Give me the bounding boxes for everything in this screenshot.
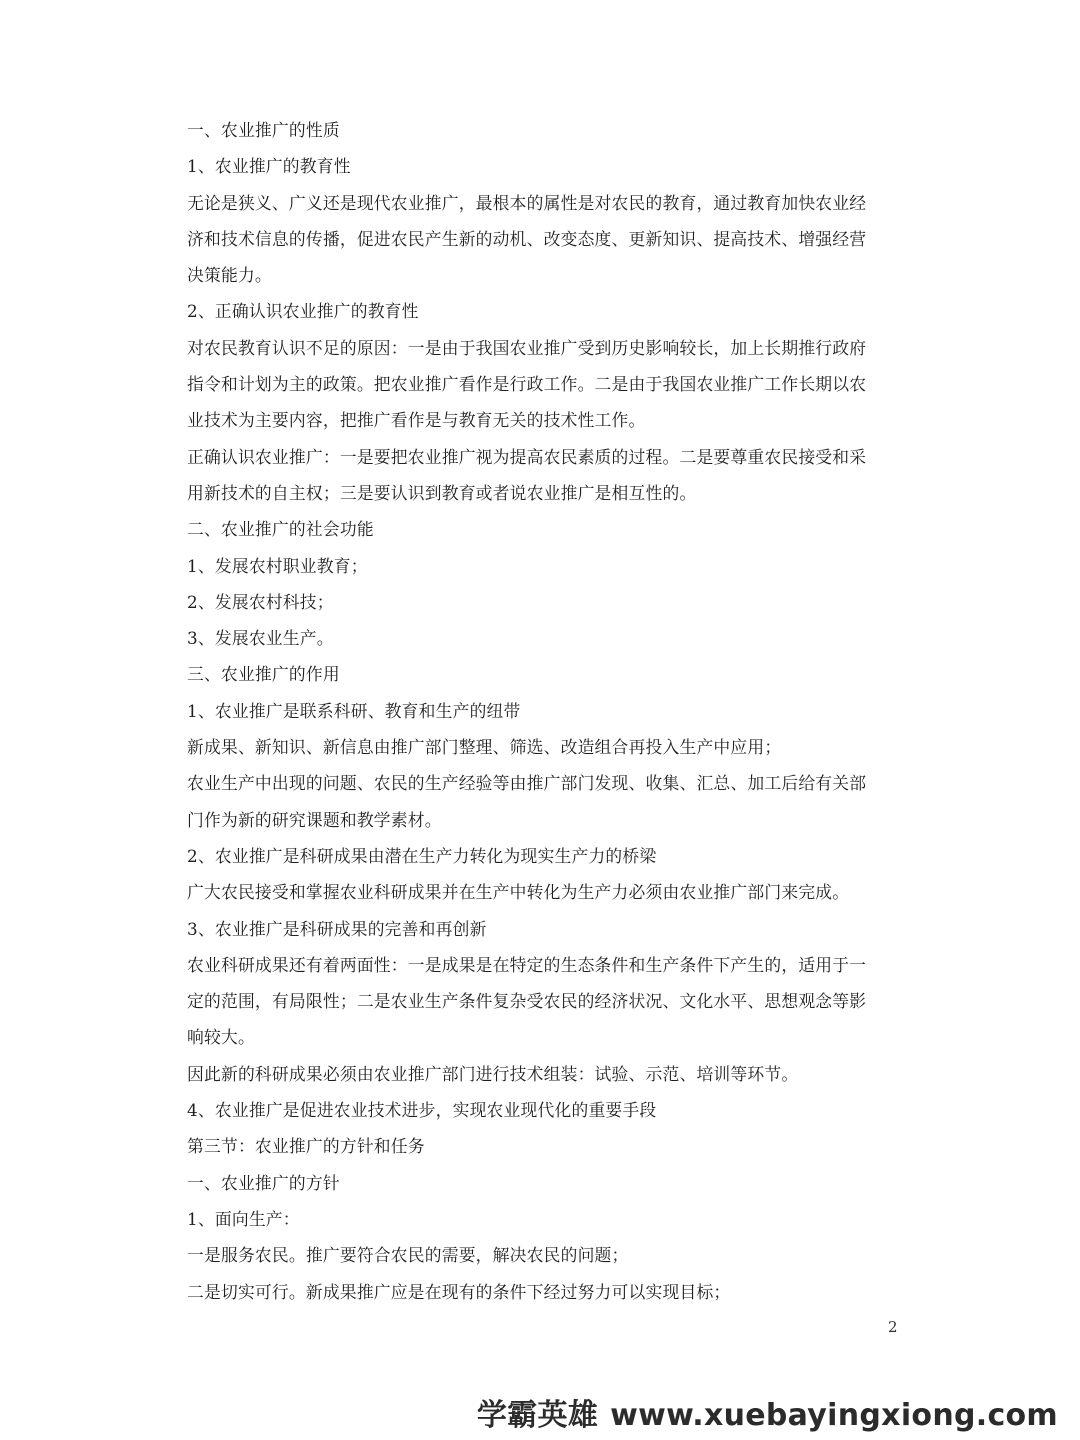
text-line: 农业生产中出现的问题、农民的生产经验等由推广部门发现、收集、汇总、加工后给有关部 bbox=[187, 773, 867, 794]
text-line: 1、面向生产： bbox=[187, 1208, 300, 1229]
text-line: 3、农业推广是科研成果的完善和再创新 bbox=[187, 918, 487, 939]
text-line: 广大农民接受和掌握农业科研成果并在生产中转化为生产力必须由农业推广部门来完成。 bbox=[187, 882, 850, 903]
text-line: 新成果、新知识、新信息由推广部门整理、筛选、改造组合再投入生产中应用； bbox=[187, 737, 782, 758]
text-line: 无论是狭义、广义还是现代农业推广，最根本的属性是对农民的教育，通过教育加快农业经 bbox=[187, 192, 867, 213]
watermark-brand: 学霸英雄 bbox=[476, 1398, 599, 1433]
text-line: 一、农业推广的方针 bbox=[187, 1172, 340, 1193]
watermark bbox=[477, 1390, 1058, 1436]
text-line: 农业科研成果还有着两面性：一是成果是在特定的生态条件和生产条件下产生的，适用于一 bbox=[187, 954, 867, 975]
text-line: 一、农业推广的性质 bbox=[187, 120, 340, 140]
text-line: 2、发展农村科技； bbox=[187, 591, 334, 612]
text-line: 决策能力。 bbox=[187, 265, 272, 286]
text-line: 4、农业推广是促进农业技术进步，实现农业现代化的重要手段 bbox=[187, 1100, 657, 1121]
text-line: 3、发展农业生产。 bbox=[187, 628, 334, 649]
text-line: 响较大。 bbox=[187, 1027, 255, 1048]
text-line: 对农民教育认识不足的原因：一是由于我国农业推广受到历史影响较长，加上长期推行政府 bbox=[187, 337, 867, 358]
text-line: 二、农业推广的社会功能 bbox=[187, 519, 374, 540]
text-line: 济和技术信息的传播，促进农民产生新的动机、改变态度、更新知识、提高技术、增强经营 bbox=[187, 228, 867, 249]
text-line: 正确认识农业推广：一是要把农业推广视为提高农民素质的过程。二是要尊重农民接受和采 bbox=[187, 446, 867, 467]
text-line: 用新技术的自主权；三是要认识到教育或者说农业推广是相互性的。 bbox=[187, 482, 697, 503]
text-line: 二是切实可行。新成果推广应是在现有的条件下经过努力可以实现目标； bbox=[187, 1281, 731, 1302]
page-number: 2 bbox=[888, 1318, 898, 1336]
text-line: 一是服务农民。推广要符合农民的需要，解决农民的问题； bbox=[187, 1245, 629, 1266]
watermark-url: www.xuebayingxiong.com bbox=[610, 1398, 1058, 1433]
text-line: 三、农业推广的作用 bbox=[187, 664, 340, 685]
text-line: 定的范围，有局限性；二是农业生产条件复杂受农民的经济状况、文化水平、思想观念等影 bbox=[187, 991, 867, 1012]
text-line: 因此新的科研成果必须由农业推广部门进行技术组装：试验、示范、培训等环节。 bbox=[187, 1063, 799, 1084]
text-line: 1、农业推广的教育性 bbox=[187, 156, 351, 177]
text-line: 2、正确认识农业推广的教育性 bbox=[187, 301, 419, 322]
text-line: 门作为新的研究课题和教学素材。 bbox=[187, 809, 442, 830]
document-body bbox=[187, 112, 902, 1310]
text-line: 第三节：农业推广的方针和任务 bbox=[187, 1136, 425, 1157]
text-line: 1、农业推广是联系科研、教育和生产的纽带 bbox=[187, 700, 521, 721]
text-line: 业技术为主要内容，把推广看作是与教育无关的技术性工作。 bbox=[187, 410, 646, 431]
text-line: 指令和计划为主的政策。把农业推广看作是行政工作。二是由于我国农业推广工作长期以农 bbox=[187, 374, 867, 395]
text-line: 2、农业推广是科研成果由潜在生产力转化为现实生产力的桥梁 bbox=[187, 845, 657, 866]
text-line: 1、发展农村职业教育； bbox=[187, 555, 368, 576]
